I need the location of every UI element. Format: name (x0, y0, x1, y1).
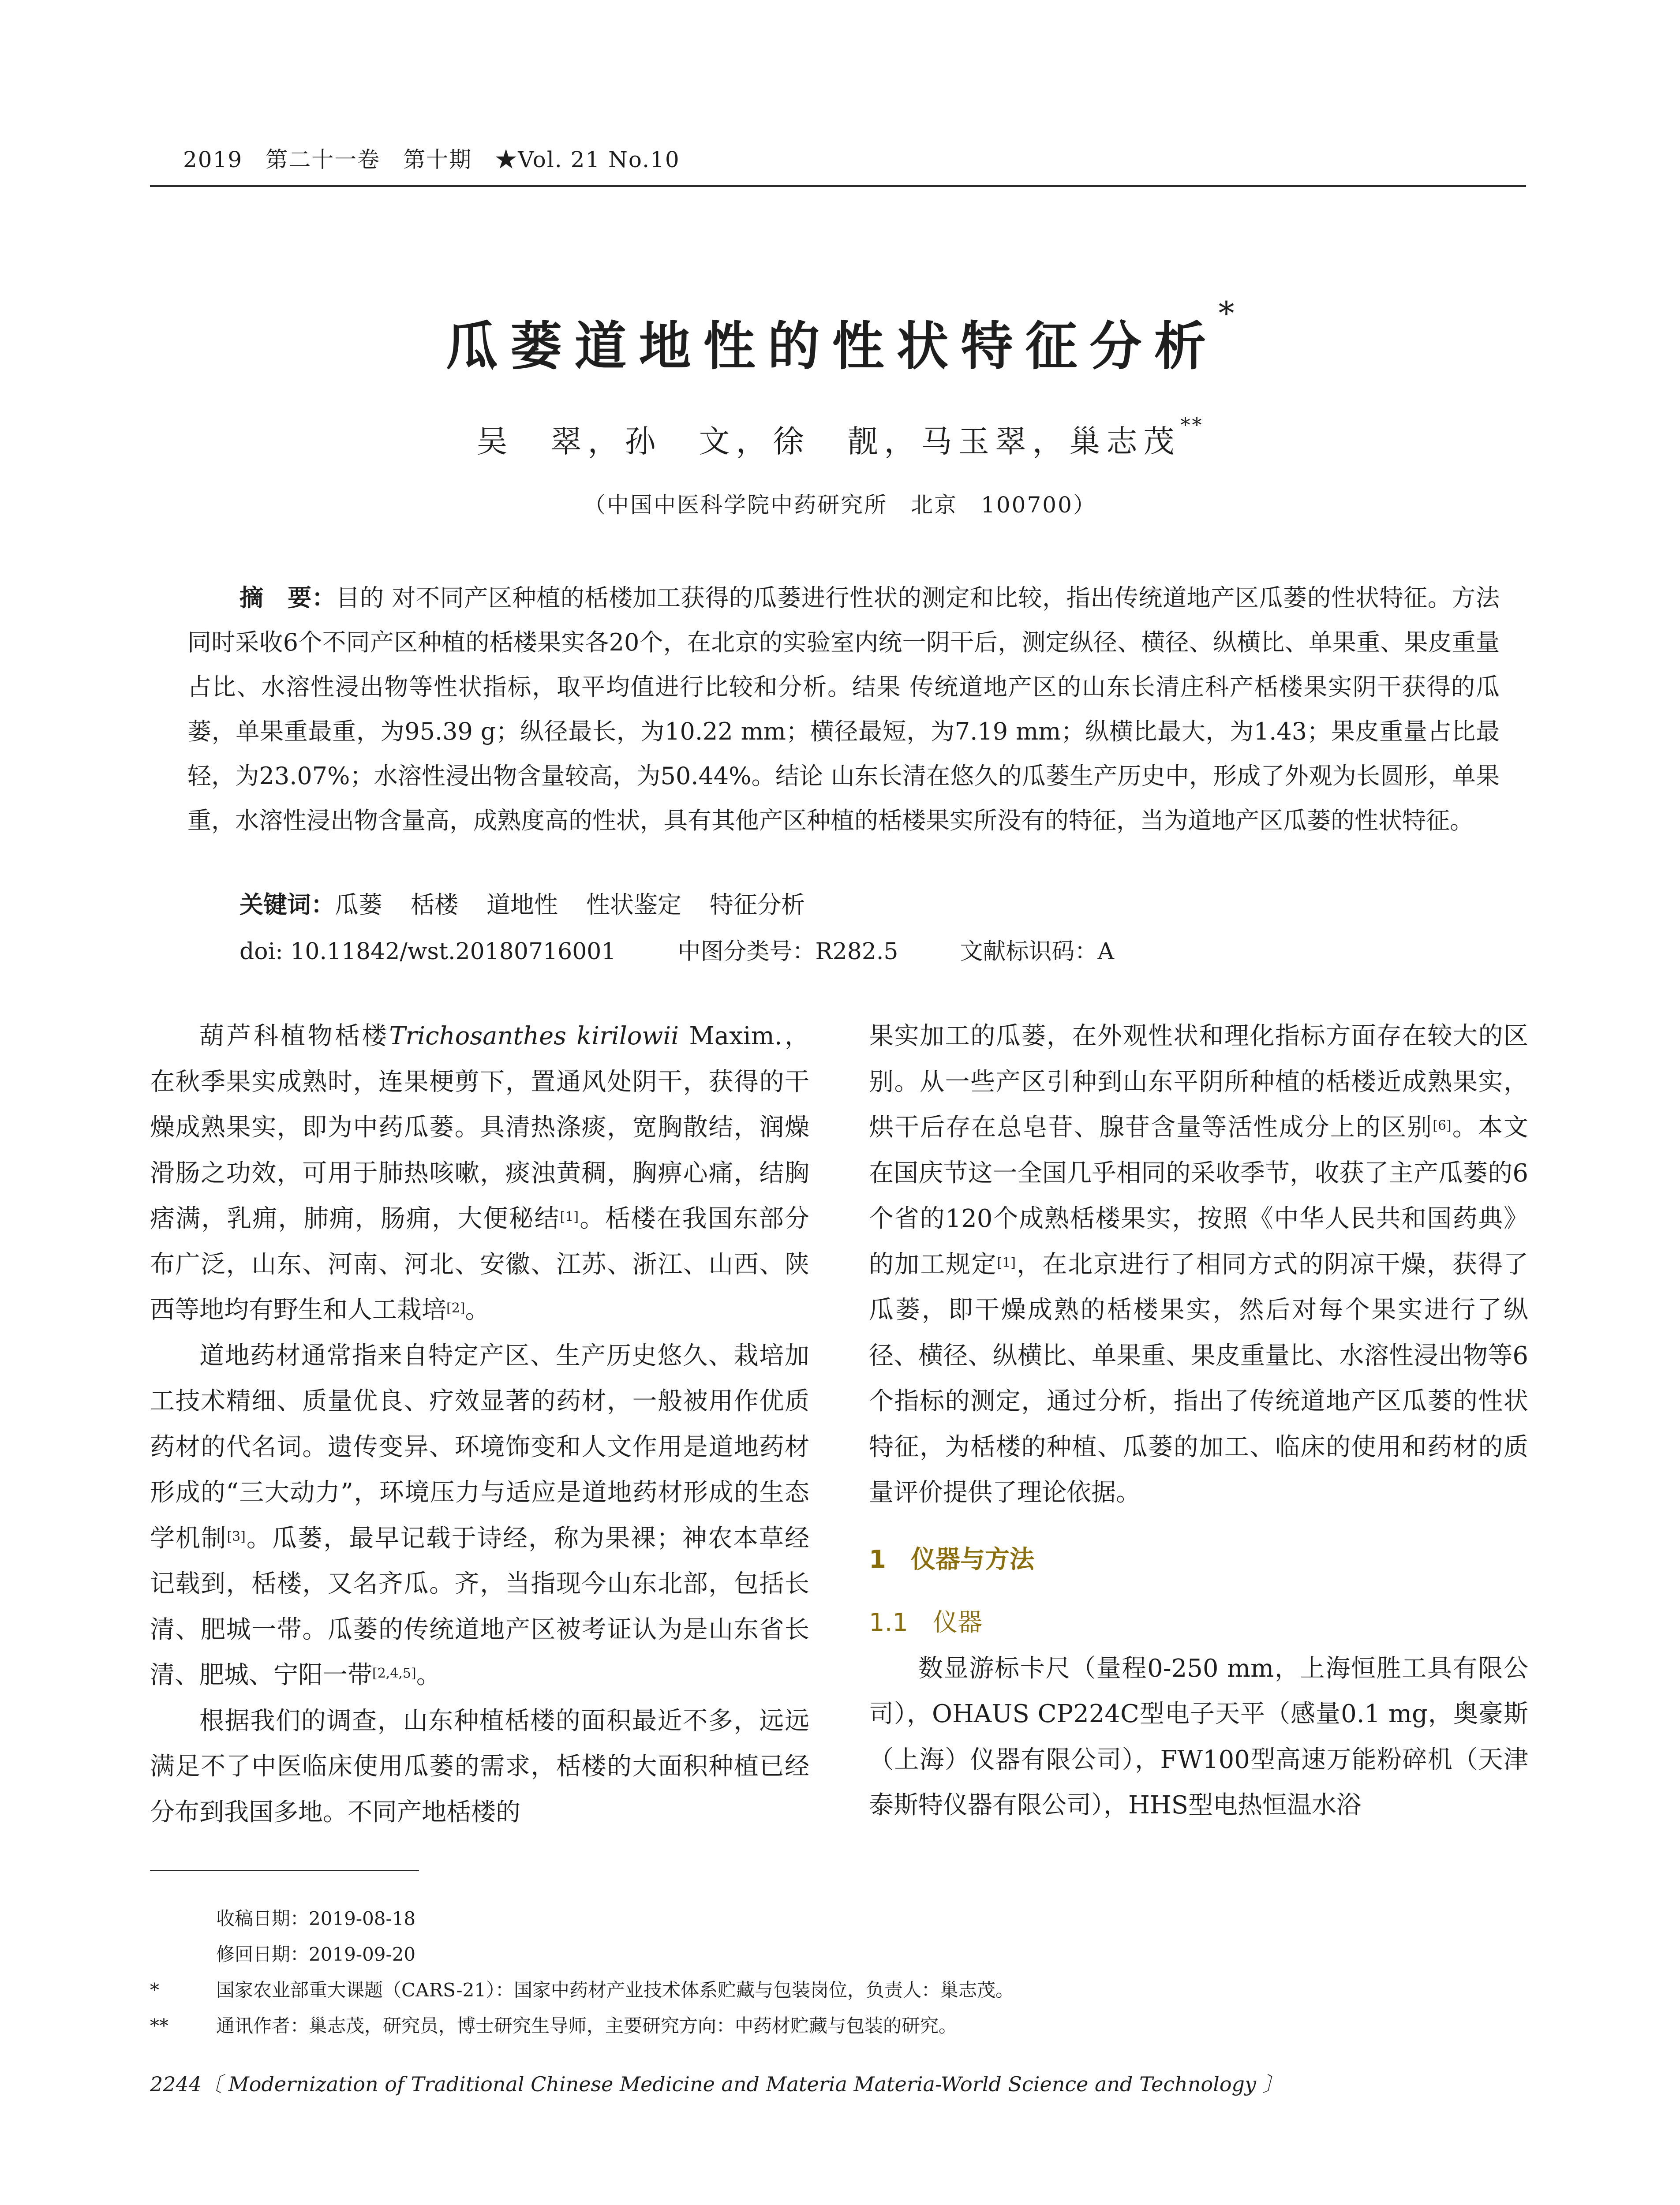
document-code: 文献标识码：A (960, 938, 1115, 965)
paragraph (150, 1013, 809, 1333)
keywords-label: 关键词： (239, 891, 335, 919)
running-header: 2019 第二十一卷 第十期 ★Vol. 21 No.10 (183, 147, 680, 172)
title-block (0, 295, 1680, 379)
authors-block (0, 414, 1680, 461)
affiliation-block (0, 487, 1680, 519)
text-run: 道地药材通常指来自特定产区、生产历史悠久、栽培加工技术精细、质量优良、疗效显著的药材，一般被用作优质药材的代名词。遗传变异、环境饰变和人文作用是道地药材形成的“三大动力”，环境压力与适应是道地药材形成的生态学机制 (150, 1341, 809, 1553)
keyword: 瓜蒌 (335, 891, 382, 919)
paragraph (869, 1013, 1528, 1516)
text-run: 。栝楼在我国东部分布广泛，山东、河南、河北、安徽、江苏、浙江、山西、陕西等地均有野生和人工栽培 (150, 1204, 810, 1324)
footnote-received (150, 1904, 415, 1931)
footnote-text: 国家农业部重大课题（CARS-21）：国家中药材产业技术体系贮藏与包装岗位，负责人：巢志茂。 (216, 1979, 1014, 2001)
title-footnote-mark: * (1218, 295, 1235, 332)
citation: [1] (560, 1209, 579, 1225)
paragraph (150, 1333, 809, 1698)
species-name: Trichosanthes kirilowii (389, 1022, 679, 1050)
text-run: 。 (465, 1296, 490, 1324)
text-run: ，在北京进行了相同方式的阴凉干燥，获得了瓜蒌，即干燥成熟的栝楼果实，然后对每个果实进行了纵径、横径、纵横比、单果重、果皮重量比、水溶性浸出物等6个指标的测定，通过分析，指出了传统道地产区瓜蒌的性状特征，为栝楼的种植、瓜蒌的加工、临床的使用和药材的质量评价提供了理论依据。 (869, 1250, 1528, 1507)
abstract (187, 576, 1500, 843)
citation: [3] (227, 1529, 246, 1544)
footnote-symbol: * (150, 1979, 159, 2001)
footnote-text: 修回日期：2019-09-20 (216, 1943, 416, 1965)
keyword: 特征分析 (710, 891, 805, 919)
doi-line (239, 933, 1114, 966)
abstract-text: 目的 对不同产区种植的栝楼加工获得的瓜蒌进行性状的测定和比较，指出传统道地产区瓜蒌的性状特征。方法 同时采收6个不同产区种植的栝楼果实各20个，在北京的实验室内统一阴干后，测定纵径、横径、纵横比、单果重、果皮重量占比、水溶性浸出物等性状指标，取平均值进行比较和分析。结果 传统道地产区的山东长清庄科产栝楼果实阴干获得的瓜蒌，单果重最重，为95.39 g；纵径最长，为10.22 mm；横径最短，为7.19 mm；纵横比最大，为1.43；果皮重量占比最轻，为23.07%；水溶性浸出物含量较高，为50.44%。结论 山东长清在悠久的瓜蒌生产历史中，形成了外观为长圆形，单果重，水溶性浸出物含量高，成熟度高的性状，具有其他产区种植的栝楼果实所没有的特征，当为道地产区瓜蒌的性状特征。 (187, 584, 1500, 834)
author-list: 吴 翠，孙 文，徐 靓，马玉翠，巢志茂 (476, 423, 1181, 460)
keyword: 栝楼 (411, 891, 458, 919)
keywords (239, 886, 833, 920)
header-rule (150, 185, 1526, 187)
footnote-rule (150, 1870, 419, 1871)
footnote-funding (150, 1976, 1014, 2002)
citation: [2] (446, 1301, 465, 1316)
keyword: 性状鉴定 (586, 891, 681, 919)
section-heading: 1 仪器与方法 (869, 1545, 1034, 1574)
author-footnote-mark: ** (1180, 414, 1204, 437)
text-run: Maxim.，在秋季果实成熟时，连果梗剪下，置通风处阴干，获得的干燥成熟果实，即为中药瓜蒌。具清热涤痰，宽胸散结，润燥滑肠之功效，可用于肺热咳嗽，痰浊黄稠，胸痹心痛，结胸痞满，乳痈，肺痈，肠痈，大便秘结 (150, 1022, 810, 1233)
body-column-right (869, 1013, 1528, 1828)
abstract-label: 摘 要： (239, 584, 336, 612)
paragraph: 数显游标卡尺（量程0-250 mm，上海恒胜工具有限公司），OHAUS CP224C型电子天平（感量0.1 mg，奥豪斯（上海）仪器有限公司），FW100型高速万能粉碎机（天津泰斯特仪器有限公司），HHS型电热恒温水浴 (869, 1654, 1528, 1820)
keyword: 道地性 (486, 891, 558, 919)
body-column-left (150, 1013, 809, 1835)
clc-number: 中图分类号：R282.5 (677, 938, 898, 965)
text-run: 。 (416, 1661, 441, 1689)
text-run: 。本文在国庆节这一全国几乎相同的采收季节，收获了主产瓜蒌的6个省的120个成熟栝楼果实，按照《中华人民共和国药典》的加工规定 (869, 1113, 1529, 1279)
text-run: 。瓜蒌，最早记载于诗经，称为果裸；神农本草经记载到，栝楼，又名齐瓜。齐，当指现今山东北部，包括长清、肥城一带。瓜蒌的传统道地产区被考证认为是山东省长清、肥城、宁阳一带 (150, 1524, 810, 1689)
citation: [6] (1433, 1118, 1452, 1133)
footnote-symbol: ** (150, 2015, 168, 2037)
paragraph: 根据我们的调查，山东种植栝楼的面积最近不多，远远满足不了中医临床使用瓜蒌的需求，栝楼的大面积种植已经分布到我国多地。不同产地栝楼的 (150, 1706, 809, 1827)
subsection-heading: 1.1 仪器 (869, 1608, 983, 1637)
footnote-corresponding (150, 2011, 957, 2038)
footnote-text: 通讯作者：巢志茂，研究员，博士研究生导师，主要研究方向：中药材贮藏与包装的研究。 (216, 2015, 958, 2037)
doi: doi: 10.11842/wst.20180716001 (239, 938, 616, 965)
footnote-revised (150, 1940, 415, 1966)
page-footer: 2244〔 Modernization of Traditional Chinese Medicine and Materia Materia-World Science and Technology 〕 (150, 2072, 1283, 2096)
affiliation: （中国中医科学院中药研究所 北京 100700） (584, 492, 1096, 518)
citation: [2,4,5] (372, 1666, 416, 1681)
text-run: 葫芦科植物栝楼 (199, 1022, 389, 1050)
footnote-text: 收稿日期：2019-08-18 (216, 1908, 416, 1929)
text-run: 果实加工的瓜蒌，在外观性状和理化指标方面存在较大的区别。从一些产区引种到山东平阴所种植的栝楼近成熟果实，烘干后存在总皂苷、腺苷含量等活性成分上的区别 (869, 1022, 1528, 1142)
paper-title: 瓜蒌道地性的性状特征分析 (445, 315, 1219, 377)
citation: [1] (997, 1255, 1016, 1271)
